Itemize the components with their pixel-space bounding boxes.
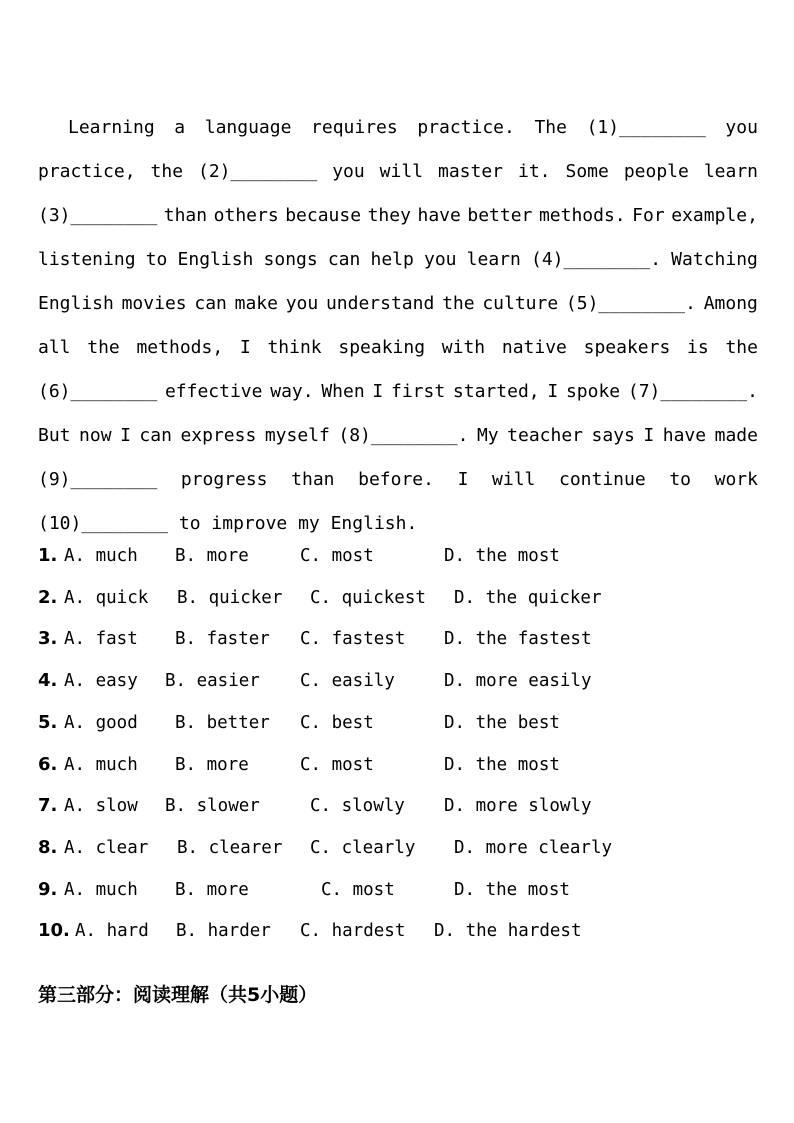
passage-word: songs — [263, 249, 318, 270]
passage-word: way. — [270, 381, 314, 402]
question-number: 9. — [38, 878, 58, 900]
question-number: 4. — [38, 670, 58, 692]
option-c[interactable]: C. easily — [300, 671, 395, 692]
passage-word: first — [391, 381, 446, 402]
option-b[interactable]: B. slower — [165, 796, 260, 817]
option-c[interactable]: C. fastest — [300, 629, 406, 650]
passage-word: methods, — [136, 337, 224, 358]
passage-word: (4)________. — [530, 249, 662, 270]
passage-word: than — [163, 205, 208, 226]
passage-word: to — [145, 249, 168, 270]
passage-word: to — [669, 469, 691, 490]
passage-word: (9)________ — [38, 469, 158, 490]
option-c[interactable]: C. quickest — [310, 587, 426, 608]
passage-word: can — [327, 249, 361, 270]
passage-word: because — [285, 205, 362, 226]
option-a[interactable]: A. fast — [64, 629, 138, 650]
passage-word: native — [501, 337, 567, 358]
passage-word: continue — [559, 469, 646, 490]
passage-word: requires — [311, 117, 398, 138]
passage-word: Some — [565, 161, 609, 182]
question-number: 7. — [38, 795, 58, 817]
passage-word: can — [194, 293, 227, 314]
passage-word: culture — [482, 293, 559, 314]
passage-word: will — [492, 469, 536, 490]
passage-word: I — [239, 337, 251, 358]
passage-word: work — [714, 469, 758, 490]
passage-word: before. — [358, 469, 434, 490]
option-d[interactable]: D. the most — [444, 754, 560, 775]
option-b[interactable]: B. more — [175, 754, 249, 775]
option-d[interactable]: D. the fastest — [444, 629, 592, 650]
passage-word: better — [467, 205, 533, 226]
option-b[interactable]: B. quicker — [177, 587, 283, 608]
passage-word: express — [180, 425, 257, 446]
passage-word: I — [547, 381, 559, 402]
passage-word: I — [457, 469, 469, 490]
question-number: 8. — [38, 836, 58, 858]
passage-word: Among — [703, 293, 758, 314]
passage-word: you — [424, 249, 457, 270]
option-a[interactable]: A. much — [64, 754, 138, 775]
passage-word: have — [417, 205, 461, 226]
passage-word: the — [87, 337, 120, 358]
passage-word: practice, — [38, 161, 136, 182]
passage-line — [38, 204, 758, 228]
passage-word: I — [372, 381, 384, 402]
passage-word: speaking — [338, 337, 426, 358]
passage-line — [38, 512, 758, 536]
option-a[interactable]: A. easy — [64, 671, 138, 692]
passage-word: English — [177, 249, 254, 270]
passage-word: the — [150, 161, 184, 182]
option-c[interactable]: C. slowly — [310, 796, 405, 817]
passage-word: is — [687, 337, 709, 358]
passage-line — [68, 116, 758, 140]
question-number: 5. — [38, 711, 58, 733]
option-d[interactable]: D. more easily — [444, 671, 592, 692]
passage-line — [38, 424, 758, 448]
passage-word: example, — [671, 205, 758, 226]
passage-word: a — [174, 117, 186, 138]
passage-word: made — [714, 425, 758, 446]
passage-word: But — [38, 425, 71, 446]
option-a[interactable]: A. much — [64, 546, 138, 566]
option-c[interactable]: C. best — [300, 712, 374, 733]
passage-line — [38, 248, 758, 272]
passage-word: (7)________. — [627, 381, 758, 402]
option-b[interactable]: B. harder — [176, 921, 271, 942]
passage-word: others — [213, 205, 279, 226]
passage-word: (3)________ — [38, 205, 158, 226]
option-a[interactable]: A. much — [64, 879, 138, 900]
passage-line — [38, 292, 758, 316]
passage-word: I — [120, 425, 131, 446]
passage-word: think — [267, 337, 322, 358]
passage-word: it. — [518, 161, 551, 182]
section-heading: 第三部分：阅读理解（共5小题） — [38, 984, 318, 1006]
option-c[interactable]: C. clearly — [310, 837, 416, 858]
passage-word: I — [643, 425, 655, 446]
option-a[interactable]: A. slow — [64, 796, 138, 817]
passage-word: understand — [325, 293, 435, 314]
option-d[interactable]: D. more clearly — [454, 837, 613, 858]
option-d[interactable]: D. the most — [454, 879, 570, 900]
passage-word: help — [370, 249, 414, 270]
passage-word: effective — [164, 381, 263, 402]
passage-word: listening — [38, 249, 136, 270]
passage-line — [38, 468, 758, 492]
option-a[interactable]: A. good — [64, 712, 138, 733]
passage-word: you — [725, 117, 758, 138]
option-a[interactable]: A. hard — [75, 921, 149, 942]
passage-word: can — [139, 425, 172, 446]
option-d[interactable]: D. the most — [444, 546, 560, 566]
passage-word: says — [591, 425, 635, 446]
passage-word: progress — [180, 469, 268, 490]
option-d[interactable]: D. the best — [444, 712, 560, 733]
passage-word: started, — [452, 381, 540, 402]
passage-line — [38, 380, 758, 404]
passage-word: (1)________ — [586, 117, 706, 138]
option-a[interactable]: A. quick — [64, 587, 149, 608]
passage-word: people — [623, 161, 689, 182]
passage-word: the — [442, 293, 475, 314]
passage-word: learn — [703, 161, 758, 182]
passage-word: (8)________. — [338, 425, 469, 446]
option-b[interactable]: B. more — [175, 546, 249, 566]
option-a[interactable]: A. clear — [64, 837, 149, 858]
question-number: 2. — [38, 586, 58, 608]
option-d[interactable]: D. the hardest — [434, 921, 582, 942]
passage-word: movies — [121, 293, 187, 314]
passage-word: Learning — [68, 117, 155, 138]
passage-word: they — [367, 205, 411, 226]
question-number: 6. — [38, 753, 58, 775]
question-number: 3. — [38, 628, 58, 650]
option-b[interactable]: B. more — [175, 879, 249, 900]
option-b[interactable]: B. better — [175, 712, 270, 733]
passage-word: all — [38, 337, 71, 358]
option-b[interactable]: B. clearer — [177, 837, 283, 858]
passage-word: teacher — [507, 425, 583, 446]
passage-word: My — [476, 425, 499, 446]
option-c[interactable]: C. hardest — [300, 921, 406, 942]
passage-word: learn — [466, 249, 521, 270]
option-d[interactable]: D. the quicker — [454, 587, 602, 608]
passage-word: master — [438, 161, 504, 182]
question-number: 10. — [38, 920, 70, 942]
passage-word: speakers — [583, 337, 671, 358]
passage-word: you — [332, 161, 365, 182]
passage-word: (10)________ to improve my English. — [38, 513, 418, 534]
option-b[interactable]: B. easier — [165, 671, 260, 692]
passage-word: now — [79, 425, 112, 446]
passage-word: with — [441, 337, 486, 358]
passage-word: The — [534, 117, 567, 138]
option-c[interactable]: C. most — [321, 879, 395, 900]
passage-word: have — [662, 425, 707, 446]
passage-word: When — [321, 381, 365, 402]
option-c[interactable]: C. most — [300, 754, 374, 775]
passage-line — [38, 160, 758, 184]
passage-word: (5)________. — [565, 293, 696, 314]
passage-word: practice. — [417, 117, 515, 138]
option-b[interactable]: B. faster — [175, 629, 270, 650]
passage-word: English — [38, 293, 114, 314]
passage-word: (6)________ — [38, 381, 158, 402]
passage-word: you — [285, 293, 319, 314]
option-c[interactable]: C. most — [300, 546, 374, 566]
passage-word: will — [379, 161, 424, 182]
passage-word: (2)________ — [198, 161, 318, 182]
option-d[interactable]: D. more slowly — [444, 796, 592, 817]
passage-word: myself — [264, 425, 330, 446]
passage-word: the — [725, 337, 758, 358]
passage-word: For — [632, 205, 665, 226]
question-number: 1. — [38, 545, 58, 566]
passage-word: than — [291, 469, 335, 490]
passage-word: make — [234, 293, 278, 314]
passage-line — [38, 336, 758, 360]
passage-word: spoke — [565, 381, 621, 402]
passage-word: methods. — [538, 205, 626, 226]
passage-word: language — [204, 117, 292, 138]
passage-word: Watching — [671, 249, 758, 270]
